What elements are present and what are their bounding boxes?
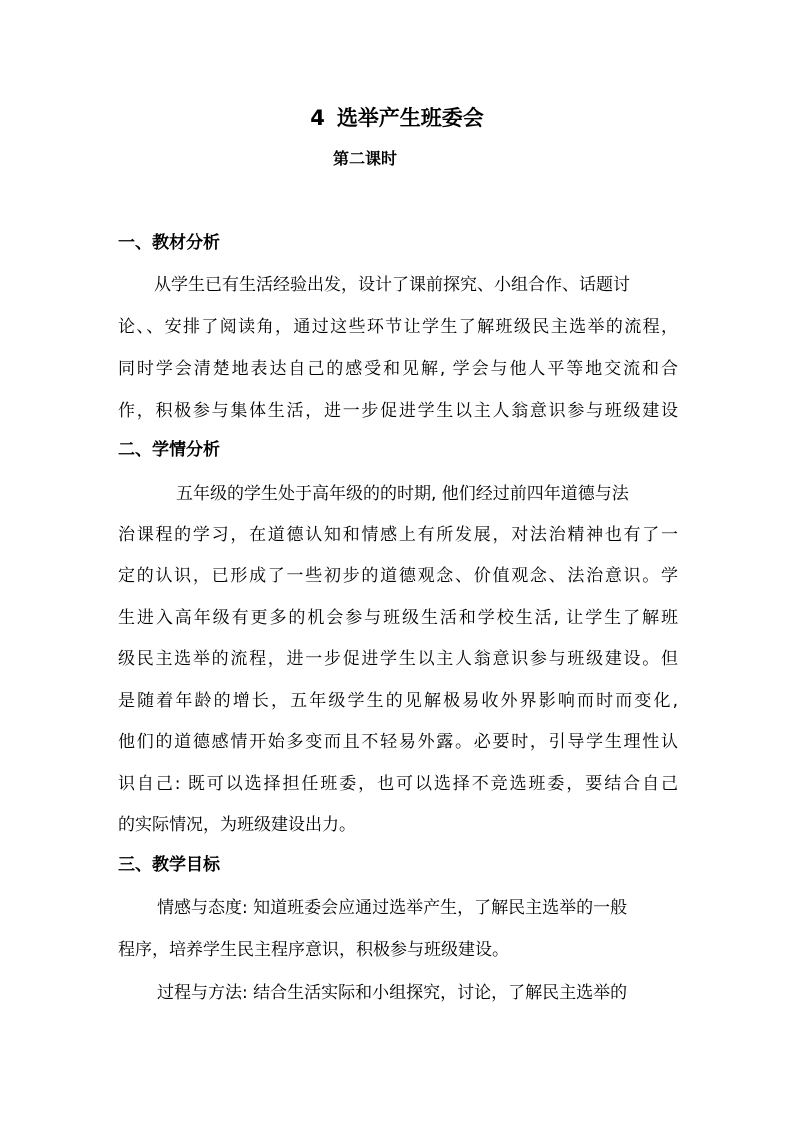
title-text: 选举产生班委会 <box>336 106 484 130</box>
paragraph-line: 的实际情况，为班级建设出力。 <box>118 815 356 835</box>
paragraph-line: 过程与方法: 结合生活实际和小组探究，讨论，了解民主选举的 <box>157 983 628 1003</box>
section-heading-teaching-objectives: 三、教学目标 <box>118 855 220 875</box>
paragraph-line: 级民主选举的流程，进一步促进学生以主人翁意识参与班级建设。但 <box>118 649 678 669</box>
paragraph-line: 定的认识，已形成了一些初步的道德观念、价值观念、法治意识。学 <box>118 566 678 586</box>
paragraph-line: 作，积极参与集体生活，进一步促进学生以主人翁意识参与班级建设 <box>118 401 678 421</box>
document-title <box>0 103 794 133</box>
paragraph-line: 同时学会清楚地表达自己的感受和见解, 学会与他人平等地交流和合 <box>118 359 678 379</box>
paragraph-line: 他们的道德感情开始多变而且不轻易外露。必要时，引导学生理性认 <box>118 732 678 752</box>
paragraph-line: 是随着年龄的增长，五年级学生的见解极易收外界影响而时而变化, <box>118 691 678 711</box>
paragraph-line: 识自己: 既可以选择担任班委，也可以选择不竞选班委，要结合自己 <box>118 774 678 794</box>
paragraph-line: 五年级的学生处于高年级的的时期, 他们经过前四年道德与法 <box>176 484 629 504</box>
paragraph-line: 情感与态度: 知道班委会应通过选举产生，了解民主选举的一般 <box>157 898 628 918</box>
section-heading-textbook-analysis: 一、教材分析 <box>118 233 220 253</box>
title-number: 4 <box>310 106 325 130</box>
paragraph-line: 论、、安排了阅读角，通过这些环节让学生了解班级民主选举的流程， <box>118 317 678 337</box>
paragraph-line: 从学生已有生活经验出发，设计了课前探究、小组合作、话题讨 <box>154 275 630 295</box>
paragraph-line: 生进入高年级有更多的机会参与班级生活和学校生活, 让学生了解班 <box>118 608 678 628</box>
document-subtitle: 第二课时 <box>332 149 397 168</box>
section-heading-student-analysis: 二、学情分析 <box>118 440 220 460</box>
paragraph-line: 程序，培养学生民主程序意识，积极参与班级建设。 <box>118 940 509 960</box>
paragraph-line: 治课程的学习，在道德认知和情感上有所发展，对法治精神也有了一 <box>118 525 678 545</box>
